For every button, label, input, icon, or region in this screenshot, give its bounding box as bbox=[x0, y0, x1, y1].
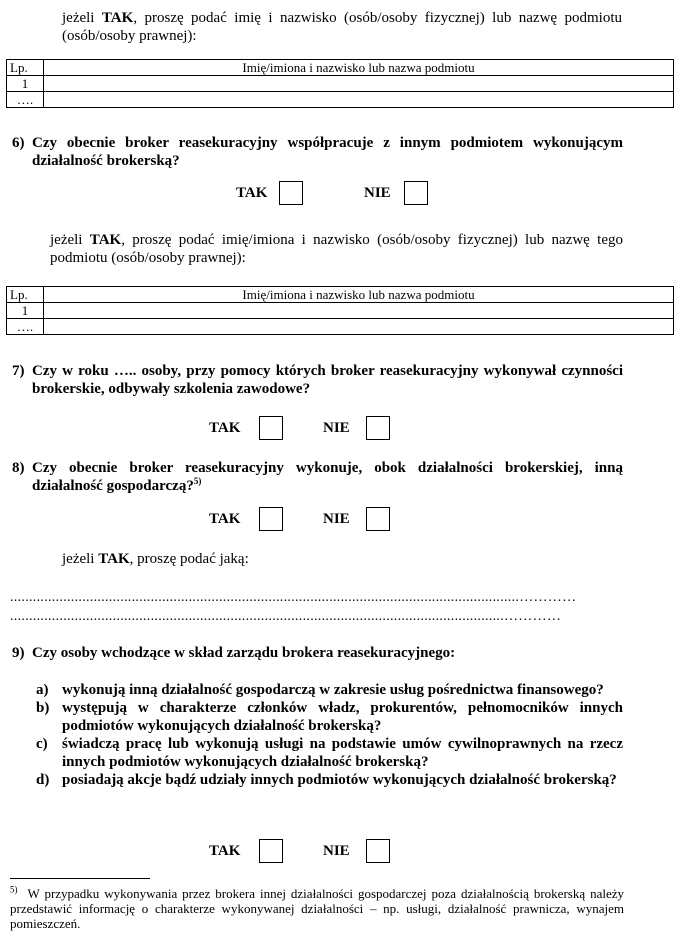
q8-yes-option bbox=[209, 506, 283, 531]
table-cell-input[interactable] bbox=[44, 303, 674, 319]
no-label: NIE bbox=[323, 842, 350, 859]
question-8-number: 8) bbox=[12, 460, 25, 476]
q8-no-checkbox[interactable] bbox=[366, 507, 390, 531]
intro-post: , proszę podać imię i nazwisko (osób/osoby fizycznej) lub nazwę podmiotu (osób/osoby prawnej): bbox=[62, 10, 622, 44]
q7-yes-option bbox=[209, 415, 283, 440]
table-cell: …. bbox=[7, 92, 44, 108]
table-row bbox=[7, 92, 674, 108]
question-8-text bbox=[32, 459, 623, 495]
q9-no-checkbox[interactable] bbox=[366, 839, 390, 863]
list-item-label: a) bbox=[36, 682, 49, 698]
intro-text-3 bbox=[62, 550, 249, 568]
q6-no-checkbox[interactable] bbox=[404, 181, 428, 205]
question-7-number: 7) bbox=[12, 363, 25, 379]
intro-bold: TAK bbox=[101, 10, 134, 26]
intro-post: , proszę podać jaką: bbox=[129, 551, 249, 567]
table-cell-input[interactable] bbox=[44, 76, 674, 92]
question-8-body: Czy obecnie broker reasekuracyjny wykonuje, obok działalności brokerskiej, inną działalność gospodarczą? bbox=[32, 460, 623, 494]
question-6-text: Czy obecnie broker reasekuracyjny współpracuje z innym podmiotem wykonującym działalność brokerską? bbox=[32, 135, 623, 169]
list-item-text: występują w charakterze członków władz, prokurentów, pełnomocników innych podmiotów wykonujących działalność brokerską? bbox=[62, 700, 623, 734]
question-9-list bbox=[36, 681, 623, 789]
list-item-text: wykonują inną działalność gospodarczą w zakresie usług pośrednictwa finansowego? bbox=[62, 682, 604, 698]
persons-table-1 bbox=[6, 59, 674, 108]
intro-pre: jeżeli bbox=[50, 232, 90, 248]
q9-yes-checkbox[interactable] bbox=[259, 839, 283, 863]
list-item-text: posiadają akcje bądź udziały innych podmiotów wykonujących działalność brokerską? bbox=[62, 772, 617, 788]
q6-no-option bbox=[364, 180, 428, 205]
list-item-label: c) bbox=[36, 736, 48, 752]
table-cell: …. bbox=[7, 319, 44, 335]
list-item bbox=[36, 735, 623, 771]
yes-label: TAK bbox=[209, 419, 241, 436]
table-header-row bbox=[7, 60, 674, 76]
footnote-separator bbox=[10, 878, 150, 879]
no-label: NIE bbox=[364, 184, 391, 201]
intro-post: , proszę podać imię/imiona i nazwisko (osób/osoby fizycznej) lub nazwę tego podmiotu (osób/osoby prawnej): bbox=[50, 232, 623, 266]
intro-text-2 bbox=[50, 231, 623, 267]
footnote bbox=[10, 886, 624, 931]
question-9-text: Czy osoby wchodzące w skład zarządu brokera reasekuracyjnego: bbox=[32, 645, 456, 661]
table-row bbox=[7, 319, 674, 335]
intro-text-1 bbox=[62, 9, 622, 45]
q8-yes-checkbox[interactable] bbox=[259, 507, 283, 531]
yes-label: TAK bbox=[236, 184, 268, 201]
answer-line-1[interactable]: ......................................................................................................................................………… bbox=[10, 590, 577, 605]
question-9-number: 9) bbox=[12, 645, 25, 661]
header-name: Imię/imiona i nazwisko lub nazwa podmiotu bbox=[44, 60, 674, 76]
intro-pre: jeżeli bbox=[62, 10, 102, 26]
table-cell-input[interactable] bbox=[44, 92, 674, 108]
q6-yes-option bbox=[236, 180, 303, 205]
yes-label: TAK bbox=[209, 842, 241, 859]
q9-yes-option bbox=[209, 838, 283, 863]
footnote-ref: 5) bbox=[193, 476, 202, 486]
answer-line-2[interactable]: ..................................................................................................................................………… bbox=[10, 609, 562, 624]
table-cell: 1 bbox=[7, 303, 44, 319]
list-item bbox=[36, 699, 623, 735]
table-row bbox=[7, 76, 674, 92]
list-item-label: b) bbox=[36, 700, 50, 716]
q6-yes-checkbox[interactable] bbox=[279, 181, 303, 205]
intro-bold: TAK bbox=[89, 232, 122, 248]
intro-pre: jeżeli bbox=[62, 551, 99, 567]
q7-yes-checkbox[interactable] bbox=[259, 416, 283, 440]
q7-no-option bbox=[323, 415, 390, 440]
list-item bbox=[36, 681, 623, 699]
list-item-label: d) bbox=[36, 772, 50, 788]
question-6-number: 6) bbox=[12, 135, 25, 151]
table-cell: 1 bbox=[7, 76, 44, 92]
no-label: NIE bbox=[323, 510, 350, 527]
list-item-text: świadczą pracę lub wykonują usługi na podstawie umów cywilnoprawnych na rzecz innych podmiotów wykonujących działalność brokerską? bbox=[62, 736, 623, 770]
intro-bold: TAK bbox=[98, 551, 130, 567]
header-lp: Lp. bbox=[7, 287, 44, 303]
no-label: NIE bbox=[323, 419, 350, 436]
table-cell-input[interactable] bbox=[44, 319, 674, 335]
footnote-marker: 5) bbox=[10, 884, 18, 895]
q8-no-option bbox=[323, 506, 390, 531]
header-name: Imię/imiona i nazwisko lub nazwa podmiotu bbox=[44, 287, 674, 303]
persons-table-2 bbox=[6, 286, 674, 335]
table-header-row bbox=[7, 287, 674, 303]
footnote-text: W przypadku wykonywania przez brokera innej działalności gospodarczej poza działalnością brokerską należy przedstawić informację o charakterze wykonywanej działalności – np. usługi, działalność prawnicza, wynajem pomieszczeń. bbox=[10, 886, 624, 931]
q9-no-option bbox=[323, 838, 390, 863]
list-item bbox=[36, 771, 623, 789]
yes-label: TAK bbox=[209, 510, 241, 527]
q7-no-checkbox[interactable] bbox=[366, 416, 390, 440]
table-row bbox=[7, 303, 674, 319]
question-7-text: Czy w roku ….. osoby, przy pomocy których broker reasekuracyjny wykonywał czynności brokerskie, odbywały szkolenia zawodowe? bbox=[32, 363, 623, 397]
header-lp: Lp. bbox=[7, 60, 44, 76]
